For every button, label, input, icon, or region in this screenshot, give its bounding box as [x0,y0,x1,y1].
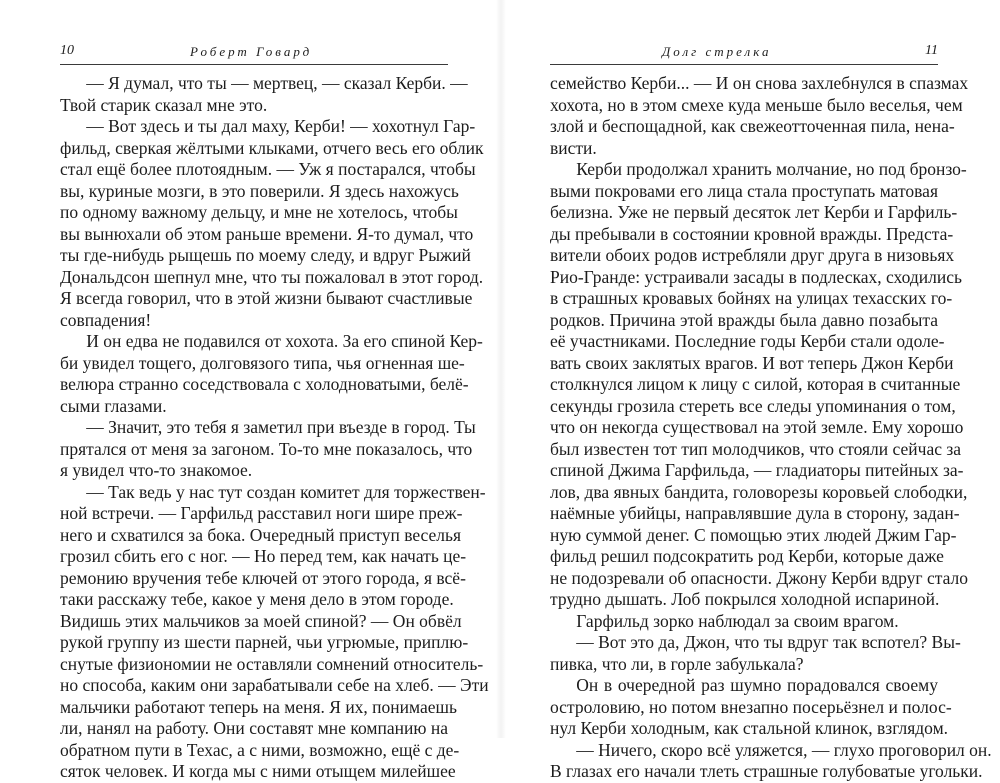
text-line: наёмные убийцы, направлявшие дула в сторону, задан- [550,503,960,523]
text-line: вители обоих родов истребляли друг друга в низовьях [550,245,955,265]
text-line: вы, куриные мозги, в это поверили. Я здесь нахожусь [60,180,459,201]
text-line: остроловию, но потом внезапно посерьёзнел и полос- [550,696,952,717]
text-line: фильд, сверкая жёлтыми клыками, отчего весь его облик [60,137,484,158]
text-line: би увидел тощего, долговязого типа, чья огненная ше- [60,352,465,373]
right-running-header: Долг стрелка [662,44,772,59]
left-page [60,0,489,781]
text-line: Я всегда говорил, что в этой жизни бывают счастливые [60,288,473,308]
text-line: — Ничего, скоро всё уляжется, — глухо проговорил он. [576,739,992,760]
text-line: белизна. Уже не первый десяток лет Керби и Гарфиль- [550,202,958,222]
text-line: Он в очередной раз шумно порадовался своему [576,675,938,695]
text-line: таки расскажу тебе, какое у меня дело в этом городе. [60,589,454,609]
text-line: стал ещё более плотоядным. — Уж я постарался, чтобы [60,159,476,179]
text-line: ной встречи. — Гарфильд расставил ноги шире преж- [60,503,463,523]
text-line: — Вот это да, Джон, что ты вдруг так вспотел? Вы- [576,632,961,652]
text-line: столкнулся лицом к лицу с силой, которая в считанные [550,374,961,394]
book-gutter [496,0,506,738]
text-line: — Так ведь у нас тут создан комитет для торжествен- [86,481,486,502]
text-line: ды пребывали в состоянии кровной вражды. Предста- [550,223,954,244]
text-line: фильд решил подсократить род Керби, которые даже [550,546,944,566]
text-line: я увидел что-то знакомое. [60,460,253,480]
text-line: прятался от меня за загоном. То-то мне показалось, что [60,438,473,459]
text-line: секунды грозила стереть все следы упоминания о том, [550,395,956,416]
text-line: ли, нанял на работу. Они составят мне компанию на [60,718,448,738]
text-line: не подозревали об опасности. Джону Керби вдруг стало [550,567,968,588]
text-line: нул Керби холодным, как стальной клинок, взглядом. [550,718,949,738]
text-line: обратном пути в Техас, а с ними, возможно, ещё с де- [60,739,460,760]
text-line: Дональдсон шепнул мне, что ты пожаловал в этот город. [60,266,484,287]
text-line: был известен тот тип молодчиков, что стояли сейчас за [550,438,962,459]
text-line: вать своих заклятых врагов. И вот теперь Джон Керби [550,352,954,373]
text-line: рукой группу из шести парней, чьи угрюмые, приплю- [60,632,469,652]
text-line: сыми глазами. [60,395,167,416]
right-page [550,0,992,781]
text-line: Видишь этих мальчиков за моей спиной? — Он обвёл [60,610,462,631]
text-line: спиной Джима Гарфильда, — гладиаторы питейных за- [550,460,964,480]
left-page-header [60,42,448,65]
text-line: что он некогда существовал на этой земле. Ему хорошо [550,417,964,437]
text-line: — Вот здесь и ты дал маху, Керби! — хохотнул Гар- [86,116,476,136]
text-line: мальчики работают теперь на меня. Я их, понимаешь [60,696,457,717]
text-line: ную суммой денег. С помощью этих людей Джим Гар- [550,524,957,545]
text-line: И он едва не подавился от хохота. За его спиной Кер- [86,331,483,351]
text-line: Твой старик сказал мне это. [60,94,268,115]
text-line: выми покровами его лица стала проступать матовая [550,180,938,201]
text-line: лов, два явных бандита, головорезы коровьей слободки, [550,481,968,502]
text-line: Рио-Гранде: устраивали засады в подлесках, сходились [550,266,962,287]
text-line: висти. [550,137,597,158]
text-line: в страшных кровавых бойнях на улицах техасских го- [550,288,953,308]
text-line: пивка, что ли, в горле забулькала? [550,653,804,674]
text-line: Гарфильд зорко наблюдал за своим врагом. [576,610,899,631]
text-line: совпадения! [60,309,152,330]
left-page-text [60,73,489,783]
text-line: родков. Причина этой вражды была давно позабыта [550,309,938,330]
text-line: трудно дышать. Лоб покрылся холодной испариной. [550,589,940,609]
text-line: грозил сбить его с ног. — Но перед тем, как начать це- [60,546,467,566]
text-line: но способа, каким они зарабатывали себе на хлеб. — Эти [60,675,489,695]
text-line: велюра странно соседствовала с холодноватыми, белё- [60,374,469,394]
text-line: злой и беспощадной, как свежеотточенная пила, нена- [550,116,955,136]
text-line: её участниками. Последние годы Керби стали одоле- [550,331,945,351]
text-line: по одному важному дельцу, и мне не хотелось, чтобы [60,202,458,222]
left-running-header: Роберт Говард [190,44,313,59]
text-line: ты где-нибудь рыщешь по моему следу, и вдруг Рыжий [60,245,471,265]
text-line: снутые физиономии не оставляли сомнений относитель- [60,653,484,674]
right-page-header [550,42,938,65]
right-page-number: 11 [925,43,938,58]
text-line: хохота, но в этом смехе куда меньше было веселья, чем [550,94,963,115]
left-page-number: 10 [60,43,74,58]
text-line: В глазах его начали тлеть страшные голубоватые угольки. [550,761,983,781]
text-line: ремонию вручения тебе ключей от этого города, я всё- [60,567,466,588]
text-line: Керби продолжал хранить молчание, но под бронзо- [576,159,967,179]
text-line: семейство Керби... — И он снова захлебнулся в спазмах [550,73,969,93]
right-page-text [550,73,992,783]
text-line: сяток человек. И когда мы с ними отыщем милейшее [60,761,456,781]
text-line: — Значит, это тебя я заметил при въезде в город. Ты [86,417,476,437]
text-line: него и схватился за бока. Очередный приступ веселья [60,524,462,545]
text-line: вы вынюхали об этом раньше времени. Я-то думал, что [60,223,474,244]
text-line: — Я думал, что ты — мертвец, — сказал Керби. — [86,73,468,93]
